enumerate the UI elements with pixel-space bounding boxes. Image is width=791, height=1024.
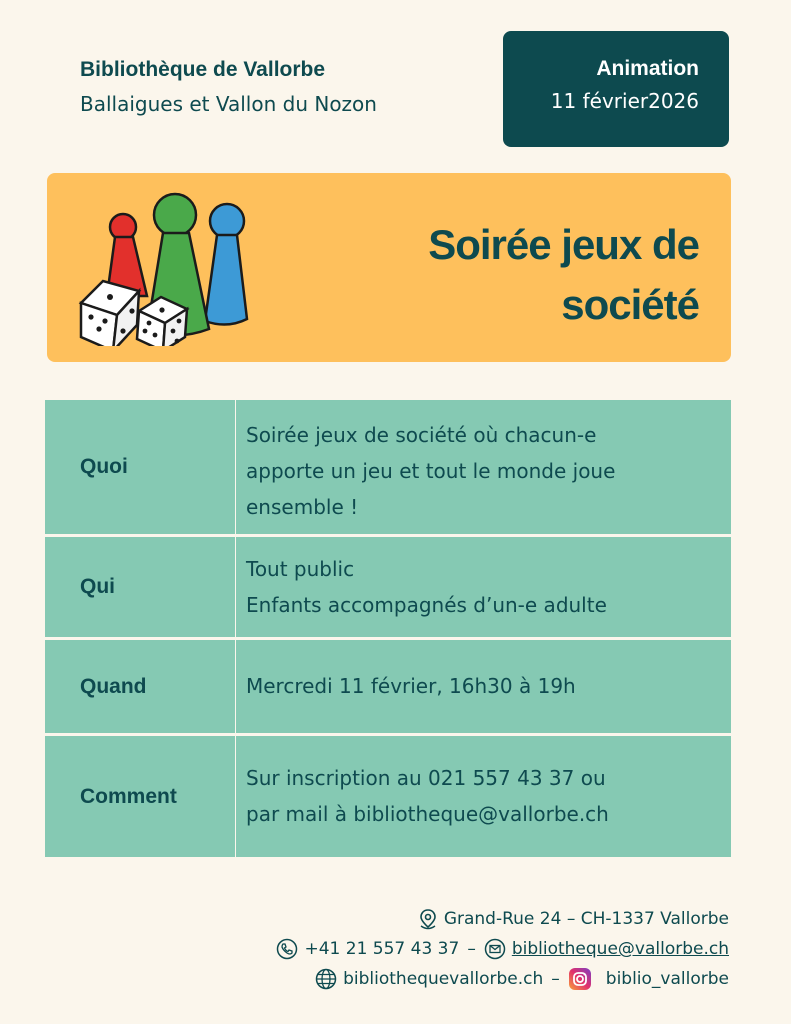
location-pin-icon (418, 908, 438, 930)
row-value (236, 400, 731, 534)
row-value (236, 736, 731, 857)
value-line: Enfants accompagnés d’un-e adulte (246, 593, 607, 617)
info-row-quand (45, 640, 731, 736)
value-line: Soirée jeux de société où chacun-e (246, 423, 597, 447)
info-row-qui (45, 537, 731, 640)
info-row-comment (45, 736, 731, 857)
website-link[interactable]: bibliothequevallorbe.ch (343, 969, 544, 989)
email-link[interactable]: bibliotheque@vallorbe.ch (511, 939, 729, 959)
phone-icon (276, 938, 298, 960)
library-header (80, 58, 377, 116)
library-subtitle: Ballaigues et Vallon du Nozon (80, 92, 377, 116)
value-line: ensemble ! (246, 495, 359, 519)
row-label: Qui (45, 537, 236, 637)
event-title: Soirée jeux de société (428, 221, 699, 328)
address-line (276, 904, 729, 934)
row-value (236, 640, 731, 733)
event-banner (47, 173, 731, 362)
row-value (236, 537, 731, 637)
value-line: Mercredi 11 février, 16h30 à 19h (246, 674, 576, 698)
badge-title: Animation (596, 57, 699, 80)
value-line: Tout public (246, 557, 355, 581)
row-label: Comment (45, 736, 236, 857)
separator: – (551, 969, 560, 989)
instagram-icon (568, 967, 592, 991)
badge-date: 11 février2026 (550, 89, 699, 113)
phone: +41 21 557 43 37 (304, 939, 460, 959)
separator: – (467, 939, 476, 959)
phone-email-line (276, 934, 729, 964)
event-badge (503, 31, 729, 147)
row-label: Quoi (45, 400, 236, 534)
info-row-quoi (45, 400, 731, 537)
row-label: Quand (45, 640, 236, 733)
library-name: Bibliothèque de Vallorbe (80, 58, 326, 81)
globe-icon (315, 968, 337, 990)
info-table (45, 400, 731, 857)
instagram-handle[interactable]: biblio_vallorbe (605, 969, 729, 989)
value-line: apporte un jeu et tout le monde joue (246, 459, 616, 483)
value-line: Sur inscription au 021 557 43 37 ou (246, 766, 606, 790)
mail-icon (484, 938, 506, 960)
board-game-pawns-dice-icon (77, 191, 257, 346)
address: Grand-Rue 24 – CH-1337 Vallorbe (443, 909, 729, 929)
value-line: par mail à bibliotheque@vallorbe.ch (246, 802, 609, 826)
web-social-line (276, 964, 729, 994)
contact-footer (276, 904, 729, 994)
